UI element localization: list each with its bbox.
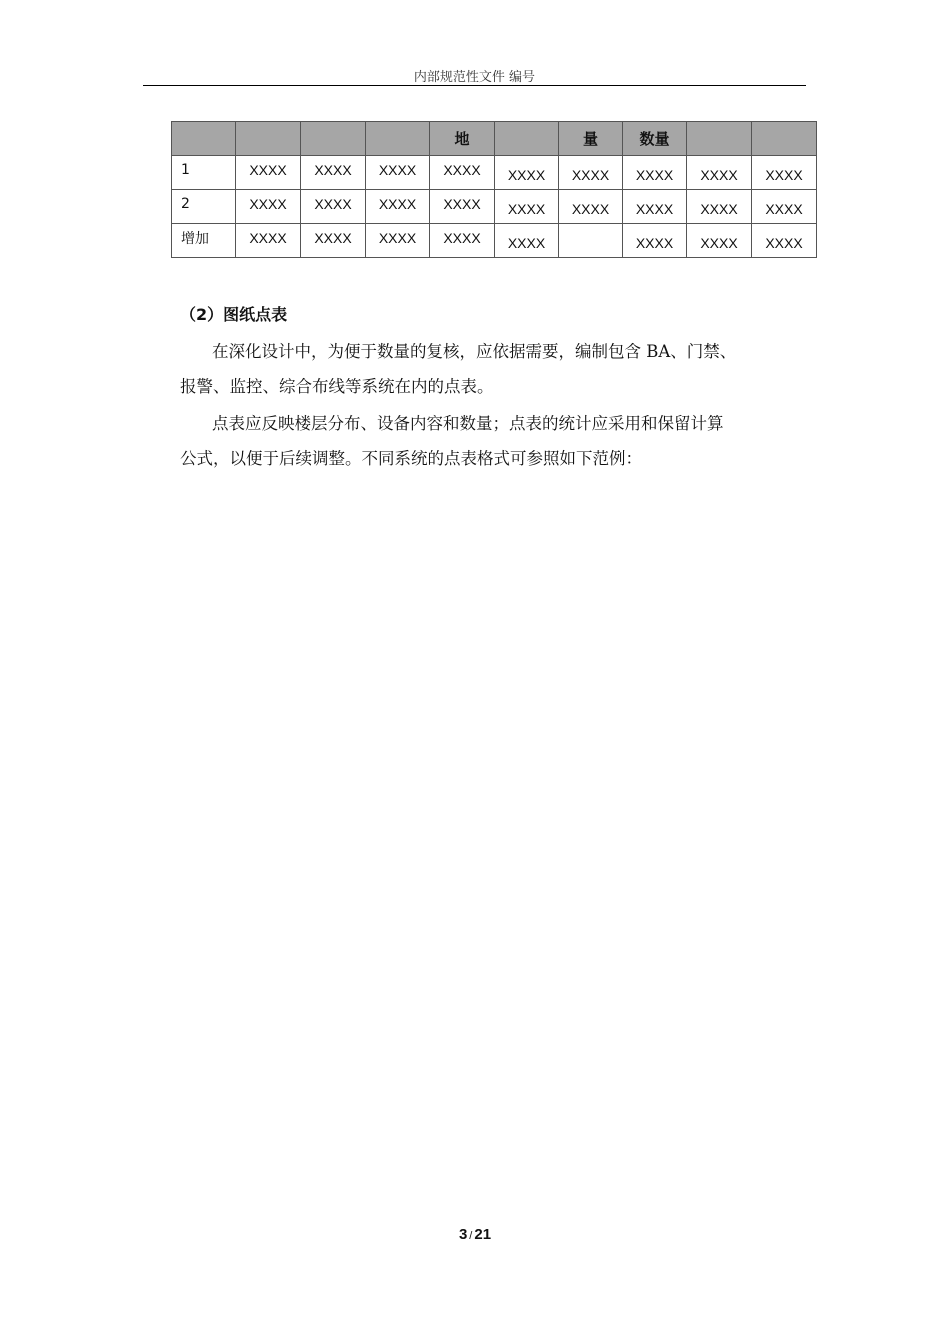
row-label: 2 (172, 190, 236, 224)
total-pages: 21 (474, 1226, 492, 1243)
table-cell: XXXX (236, 156, 301, 190)
table-cell: XXXX (301, 190, 366, 224)
table-header-row (172, 122, 817, 156)
header-cell (752, 122, 817, 156)
table-cell: XXXX (559, 156, 623, 190)
row-label: 增加 (172, 224, 236, 258)
table-cell: XXXX (687, 156, 752, 190)
table-cell: XXXX (687, 190, 752, 224)
header-cell (366, 122, 430, 156)
header-rule (143, 85, 806, 86)
paragraph-line: 在深化设计中，为便于数量的复核，应依据需要，编制包含 BA、门禁、 (212, 342, 737, 361)
table-cell: XXXX (752, 156, 817, 190)
page-separator: / (469, 1230, 473, 1242)
table-row (172, 224, 817, 258)
table-cell: XXXX (236, 190, 301, 224)
table-cell: XXXX (687, 224, 752, 258)
paragraph-point-table-rules (180, 406, 808, 476)
table-cell: XXXX (495, 156, 559, 190)
table-cell: XXXX (623, 156, 687, 190)
header-cell (236, 122, 301, 156)
section-title: （2）图纸点表 (180, 305, 288, 324)
table-cell: XXXX (752, 190, 817, 224)
table-cell: XXXX (366, 224, 430, 258)
table-cell: XXXX (301, 224, 366, 258)
table-cell: XXXX (559, 190, 623, 224)
header-cell: 地 (430, 122, 495, 156)
paragraph-line: 报警、监控、综合布线等系统在内的点表。 (180, 377, 494, 396)
table-cell: XXXX (495, 224, 559, 258)
header-cell: 量 (559, 122, 623, 156)
header-cell (172, 122, 236, 156)
paragraph-line: 公式，以便于后续调整。不同系统的点表格式可参照如下范例： (180, 449, 642, 468)
paragraph-point-table-intro (180, 334, 808, 404)
paragraph-line: 点表应反映楼层分布、设备内容和数量；点表的统计应采用和保留计算 (212, 414, 724, 433)
table-cell: XXXX (236, 224, 301, 258)
page-number (0, 1226, 950, 1243)
header-cell: 数量 (623, 122, 687, 156)
table-cell: XXXX (430, 224, 495, 258)
table-row (172, 156, 817, 190)
table-cell: XXXX (623, 190, 687, 224)
table-row (172, 190, 817, 224)
table-cell: XXXX (430, 190, 495, 224)
table-cell: XXXX (430, 156, 495, 190)
current-page: 3 (458, 1226, 468, 1243)
table-cell: XXXX (366, 190, 430, 224)
page-header: 内部规范性文件 编号 (413, 70, 536, 85)
header-cell (495, 122, 559, 156)
table-cell: XXXX (495, 190, 559, 224)
table-cell: XXXX (366, 156, 430, 190)
table-cell: XXXX (752, 224, 817, 258)
quantity-table (171, 121, 817, 258)
header-cell (301, 122, 366, 156)
table-cell (559, 224, 623, 258)
row-label: 1 (172, 156, 236, 190)
table-cell: XXXX (623, 224, 687, 258)
header-cell (687, 122, 752, 156)
table-cell: XXXX (301, 156, 366, 190)
